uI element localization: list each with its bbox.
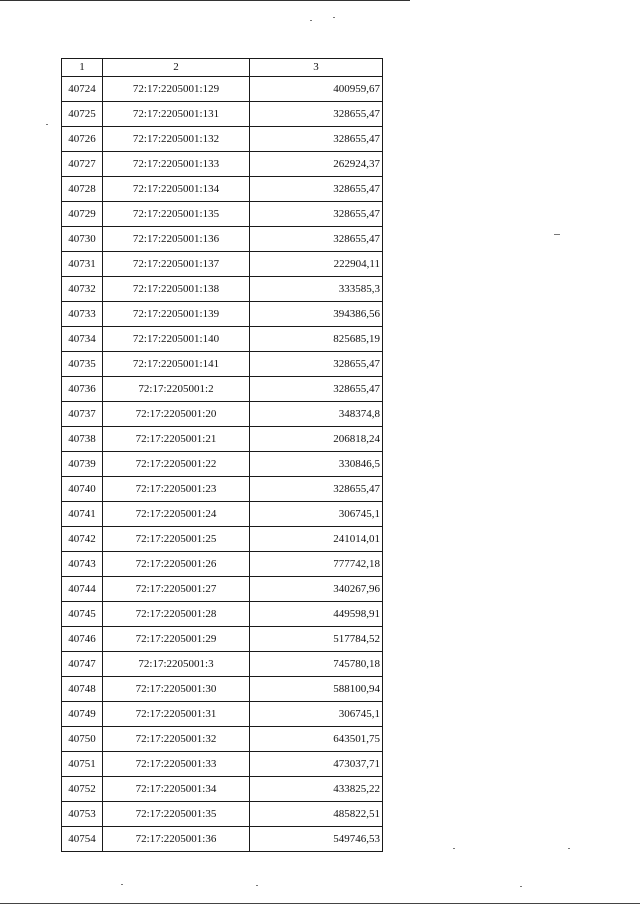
table-row <box>62 727 383 752</box>
row-number-cell: 40734 <box>62 327 103 352</box>
cadastral-number-cell: 72:17:2205001:20 <box>103 402 250 427</box>
table-row <box>62 752 383 777</box>
value-cell: 306745,1 <box>250 502 383 527</box>
row-number-cell: 40754 <box>62 827 103 852</box>
cadastral-number-cell: 72:17:2205001:25 <box>103 527 250 552</box>
row-number-cell: 40736 <box>62 377 103 402</box>
row-number-cell: 40725 <box>62 102 103 127</box>
row-number-cell: 40743 <box>62 552 103 577</box>
cadastral-number-cell: 72:17:2205001:27 <box>103 577 250 602</box>
cadastral-number-cell: 72:17:2205001:132 <box>103 127 250 152</box>
cadastral-number-cell: 72:17:2205001:133 <box>103 152 250 177</box>
table-row <box>62 227 383 252</box>
value-cell: 241014,01 <box>250 527 383 552</box>
value-cell: 206818,24 <box>250 427 383 452</box>
value-cell: 588100,94 <box>250 677 383 702</box>
value-cell: 485822,51 <box>250 802 383 827</box>
column-header-2: 2 <box>103 59 250 77</box>
value-cell: 328655,47 <box>250 177 383 202</box>
row-number-cell: 40733 <box>62 302 103 327</box>
row-number-cell: 40726 <box>62 127 103 152</box>
table-header <box>62 59 383 77</box>
cadastral-number-cell: 72:17:2205001:36 <box>103 827 250 852</box>
cadastral-number-cell: 72:17:2205001:24 <box>103 502 250 527</box>
bottom-rule <box>0 903 640 904</box>
value-cell: 549746,53 <box>250 827 383 852</box>
cadastral-number-cell: 72:17:2205001:34 <box>103 777 250 802</box>
cadastral-number-cell: 72:17:2205001:32 <box>103 727 250 752</box>
cadastral-number-cell: 72:17:2205001:30 <box>103 677 250 702</box>
table-row <box>62 502 383 527</box>
cadastral-number-cell: 72:17:2205001:136 <box>103 227 250 252</box>
table-row <box>62 527 383 552</box>
cadastral-number-cell: 72:17:2205001:131 <box>103 102 250 127</box>
value-cell: 222904,11 <box>250 252 383 277</box>
scan-speck <box>568 848 570 849</box>
value-cell: 328655,47 <box>250 352 383 377</box>
value-cell: 333585,3 <box>250 277 383 302</box>
row-number-cell: 40747 <box>62 652 103 677</box>
row-number-cell: 40738 <box>62 427 103 452</box>
cadastral-number-cell: 72:17:2205001:31 <box>103 702 250 727</box>
header-row <box>62 59 383 77</box>
row-number-cell: 40740 <box>62 477 103 502</box>
row-number-cell: 40753 <box>62 802 103 827</box>
table-row <box>62 277 383 302</box>
table-row <box>62 77 383 102</box>
table-row <box>62 127 383 152</box>
table-row <box>62 802 383 827</box>
row-number-cell: 40729 <box>62 202 103 227</box>
row-number-cell: 40749 <box>62 702 103 727</box>
scan-speck <box>333 17 335 18</box>
cadastral-number-cell: 72:17:2205001:141 <box>103 352 250 377</box>
scan-speck <box>46 124 48 125</box>
scan-speck <box>121 884 123 885</box>
row-number-cell: 40727 <box>62 152 103 177</box>
table-row <box>62 202 383 227</box>
cadastral-number-cell: 72:17:2205001:129 <box>103 77 250 102</box>
table-row <box>62 352 383 377</box>
scan-speck <box>310 20 312 21</box>
row-number-cell: 40751 <box>62 752 103 777</box>
cadastral-number-cell: 72:17:2205001:22 <box>103 452 250 477</box>
value-cell: 433825,22 <box>250 777 383 802</box>
table-row <box>62 702 383 727</box>
row-number-cell: 40731 <box>62 252 103 277</box>
value-cell: 328655,47 <box>250 202 383 227</box>
value-cell: 328655,47 <box>250 377 383 402</box>
value-cell: 262924,37 <box>250 152 383 177</box>
cadastral-number-cell: 72:17:2205001:135 <box>103 202 250 227</box>
cadastral-number-cell: 72:17:2205001:137 <box>103 252 250 277</box>
row-number-cell: 40741 <box>62 502 103 527</box>
table-row <box>62 552 383 577</box>
table-row <box>62 302 383 327</box>
value-cell: 473037,71 <box>250 752 383 777</box>
row-number-cell: 40732 <box>62 277 103 302</box>
row-number-cell: 40724 <box>62 77 103 102</box>
row-number-cell: 40746 <box>62 627 103 652</box>
table-row <box>62 652 383 677</box>
table-row <box>62 677 383 702</box>
table-row <box>62 102 383 127</box>
table-row <box>62 152 383 177</box>
row-number-cell: 40752 <box>62 777 103 802</box>
cadastral-number-cell: 72:17:2205001:33 <box>103 752 250 777</box>
cadastral-number-cell: 72:17:2205001:140 <box>103 327 250 352</box>
scan-speck <box>453 848 455 849</box>
scan-speck <box>554 234 560 235</box>
row-number-cell: 40750 <box>62 727 103 752</box>
cadastral-number-cell: 72:17:2205001:28 <box>103 602 250 627</box>
table-body <box>62 77 383 852</box>
registry-table <box>61 58 383 852</box>
row-number-cell: 40737 <box>62 402 103 427</box>
cadastral-number-cell: 72:17:2205001:2 <box>103 377 250 402</box>
cadastral-number-cell: 72:17:2205001:26 <box>103 552 250 577</box>
value-cell: 328655,47 <box>250 102 383 127</box>
table-row <box>62 777 383 802</box>
cadastral-number-cell: 72:17:2205001:29 <box>103 627 250 652</box>
row-number-cell: 40742 <box>62 527 103 552</box>
table-row <box>62 377 383 402</box>
value-cell: 328655,47 <box>250 227 383 252</box>
cadastral-number-cell: 72:17:2205001:23 <box>103 477 250 502</box>
table-row <box>62 577 383 602</box>
scan-speck <box>256 885 258 886</box>
column-header-1: 1 <box>62 59 103 77</box>
value-cell: 449598,91 <box>250 602 383 627</box>
value-cell: 340267,96 <box>250 577 383 602</box>
row-number-cell: 40739 <box>62 452 103 477</box>
table-row <box>62 477 383 502</box>
table-row <box>62 177 383 202</box>
cadastral-number-cell: 72:17:2205001:138 <box>103 277 250 302</box>
scan-speck <box>520 886 522 887</box>
value-cell: 643501,75 <box>250 727 383 752</box>
value-cell: 330846,5 <box>250 452 383 477</box>
cadastral-number-cell: 72:17:2205001:139 <box>103 302 250 327</box>
row-number-cell: 40728 <box>62 177 103 202</box>
value-cell: 348374,8 <box>250 402 383 427</box>
value-cell: 517784,52 <box>250 627 383 652</box>
cadastral-number-cell: 72:17:2205001:21 <box>103 427 250 452</box>
table-row <box>62 327 383 352</box>
cadastral-number-cell: 72:17:2205001:134 <box>103 177 250 202</box>
value-cell: 306745,1 <box>250 702 383 727</box>
row-number-cell: 40745 <box>62 602 103 627</box>
cadastral-number-cell: 72:17:2205001:3 <box>103 652 250 677</box>
cadastral-number-cell: 72:17:2205001:35 <box>103 802 250 827</box>
row-number-cell: 40730 <box>62 227 103 252</box>
value-cell: 777742,18 <box>250 552 383 577</box>
table-row <box>62 602 383 627</box>
row-number-cell: 40735 <box>62 352 103 377</box>
value-cell: 825685,19 <box>250 327 383 352</box>
value-cell: 400959,67 <box>250 77 383 102</box>
value-cell: 394386,56 <box>250 302 383 327</box>
column-header-3: 3 <box>250 59 383 77</box>
table-row <box>62 402 383 427</box>
value-cell: 328655,47 <box>250 127 383 152</box>
value-cell: 745780,18 <box>250 652 383 677</box>
value-cell: 328655,47 <box>250 477 383 502</box>
top-rule <box>0 0 410 1</box>
row-number-cell: 40748 <box>62 677 103 702</box>
table-row <box>62 827 383 852</box>
row-number-cell: 40744 <box>62 577 103 602</box>
table-row <box>62 452 383 477</box>
table-row <box>62 252 383 277</box>
table-row <box>62 427 383 452</box>
table-row <box>62 627 383 652</box>
